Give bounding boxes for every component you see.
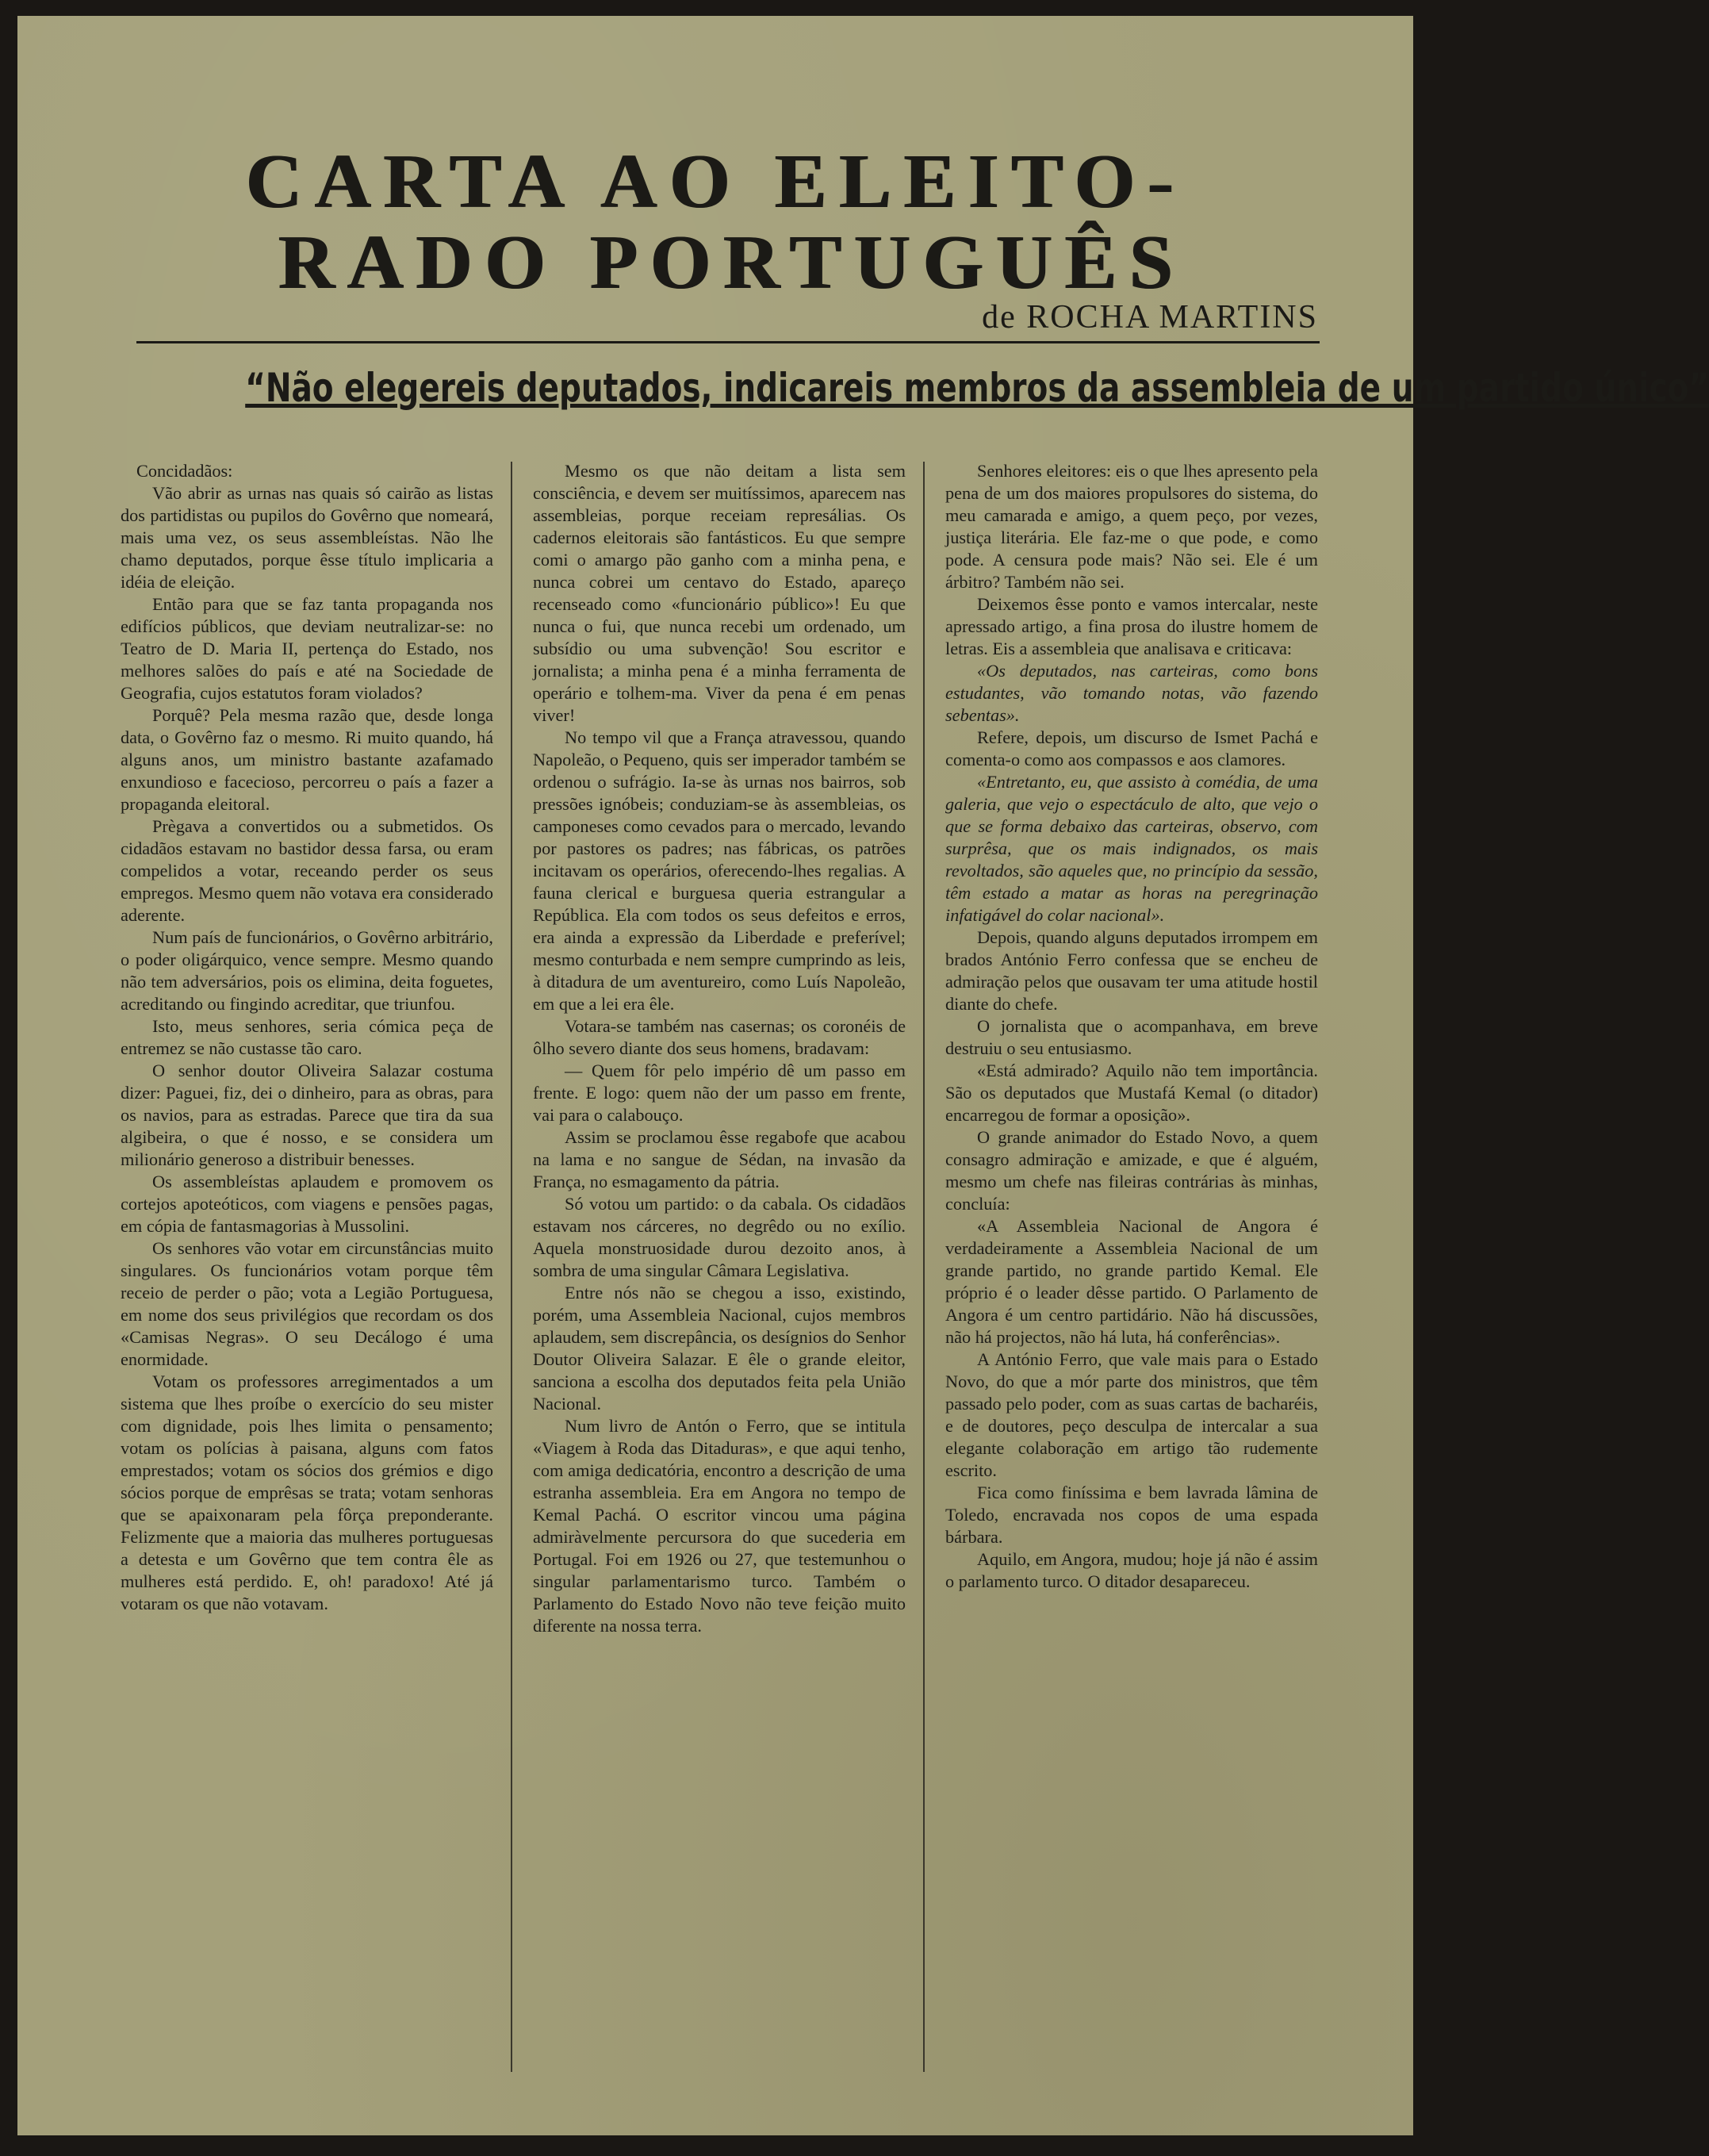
- article-columns: [121, 460, 1334, 2078]
- paragraph: «A Assembleia Nacional de Angora é verdadeiramente a Assembleia Nacional de um grande partido, no grande partido Kemal. Ele próprio é o leader dêsse partido. O Parlamento de Angora é um centro partidário. Não há discussões, não há projectos, não há luta, há conferências».: [945, 1216, 1318, 1347]
- byline-rule: [136, 341, 1320, 343]
- paragraph: «Está admirado? Aquilo não tem importância. São os deputados que Mustafá Kemal (o ditador) encarregou de formar a oposição».: [945, 1061, 1318, 1125]
- paragraph: Fica como finíssima e bem lavrada lâmina de Toledo, encravada nos copos de uma espada bárbara.: [945, 1483, 1318, 1547]
- paragraph: No tempo vil que a França atravessou, quando Napoleão, o Pequeno, quis ser imperador também se ordenou o sufrágio. Ia-se às urnas nos bairros, sob pressões ignóbeis; conduziam-se às assembleias, os camponeses como cevados para o mercado, levando por pastores os padres; nas fábricas, os patrões incitavam os operários, oferecendo-lhes regalias. A fauna clerical e burguesa queria estrangular a República. Ela com todos os seus defeitos e erros, era ainda a expressão da Liberdade e preferível; mesmo conturbada e nem sempre cumprindo as leis, à ditadura de um aventureiro, como Luís Napoleão, em que a lei era êle.: [533, 727, 906, 1014]
- paragraph: Votam os professores arregimentados a um sistema que lhes proíbe o exercício do seu mister com dignidade, pois lhes limita o pensamento; votam os polícias à paisana, alguns com fatos emprestados; votam os sócios dos grémios e digo sócios porque de emprêsas se trata; votam senhoras que se apaixonaram pela fôrça preponderante. Felizmente que a maioria das mulheres portuguesas a detesta e um Govêrno que tem contra êle as mulheres está perdido. E, oh! paradoxo! Até já votaram os que não votavam.: [121, 1371, 493, 1613]
- paragraph: Vão abrir as urnas nas quais só cairão as listas dos partidistas ou pupilos do Govêrno que nomeará, mais uma vez, os seus assembleístas. Não lhe chamo deputados, porque êsse título implicaria a idéia de eleição.: [121, 483, 493, 592]
- paragraph: Votara-se também nas casernas; os coronéis de ôlho severo diante dos seus homens, bradavam:: [533, 1016, 906, 1058]
- paragraph: A António Ferro, que vale mais para o Estado Novo, do que a mór parte dos ministros, que têm passado pelo poder, com as suas cartas de bacharéis, e de doutores, peço desculpa de intercalar a sua elegante colaboração em artigo tão rudemente escrito.: [945, 1349, 1318, 1480]
- headline-line-2: RADO PORTUGUÊS: [278, 220, 1185, 305]
- paragraph: Porquê? Pela mesma razão que, desde longa data, o Govêrno faz o mesmo. Ri muito quando, há alguns anos, um ministro bastante azafamado enxundioso e facecioso, percorreu o país a fazer a propaganda eleitoral.: [121, 705, 493, 814]
- paragraph: Deixemos êsse ponto e vamos intercalar, neste apressado artigo, a fina prosa do ilustre homem de letras. Eis a assembleia que analisava e criticava:: [945, 594, 1318, 658]
- article-column-2: [533, 460, 906, 2078]
- article-column-1: [121, 460, 493, 2078]
- paragraph: Num país de funcionários, o Govêrno arbitrário, o poder oligárquico, vence sempre. Mesmo quando não tem adversários, pois os elimina, deita foguetes, acreditando ou fingindo acreditar, que triunfou.: [121, 927, 493, 1014]
- paragraph: Então para que se faz tanta propaganda nos edifícios públicos, que deviam neutralizar-se: no Teatro de D. Maria II, pertença do Estado, nos melhores salões do país e até na Sociedade de Geografia, cujos estatutos foram violados?: [121, 594, 493, 703]
- paragraph: Concidadãos:: [136, 461, 233, 481]
- article-column-3: [945, 460, 1318, 2078]
- headline-line-1: CARTA AO ELEITO-: [245, 139, 1186, 224]
- paragraph: Refere, depois, um discurso de Ismet Pachá e comenta-o como aos compassos e aos clamores.: [945, 727, 1318, 769]
- paragraph: Senhores eleitores: eis o que lhes apresento pela pena de um dos maiores propulsores do sistema, do meu camarada e amigo, a quem peço, por vezes, justiça literária. Ele faz-me o que pode, e como pode. A censura pode mais? Não sei. Ele é um árbitro? Também não sei.: [945, 461, 1318, 592]
- paragraph: — Quem fôr pelo império dê um passo em frente. E logo: quem não der um passo em frente, vai para o calabouço.: [533, 1061, 906, 1125]
- paragraph: Só votou um partido: o da cabala. Os cidadãos estavam nos cárceres, no degrêdo ou no exílio. Aquela monstruosidade durou dezoito anos, à sombra de uma singular Câmara Legislativa.: [533, 1194, 906, 1280]
- subheadline: “Não elegereis deputados, indicareis membros da assembleia de um partido único”: [245, 365, 1709, 411]
- paragraph: Isto, meus senhores, seria cómica peça de entremez se não custasse tão caro.: [121, 1016, 493, 1058]
- paragraph: Assim se proclamou êsse regabofe que acabou na lama e no sangue de Sédan, na invasão da França, no esmagamento da pátria.: [533, 1127, 906, 1191]
- quote-paragraph: «Entretanto, eu, que assisto à comédia, de uma galeria, que vejo o espectáculo de alto, que vejo o que se forma debaixo das carteiras, observo, com surprêsa, que os mais indignados, os mais revoltados, são aqueles que, no princípio da sessão, têm estado a matar as horas na peregrinação infatigável do colar nacional».: [945, 772, 1318, 925]
- paragraph: Depois, quando alguns deputados irrompem em brados António Ferro confessa que se encheu de admiração pelos que ousavam ter uma atitude hostil diante do chefe.: [945, 927, 1318, 1014]
- paragraph: Entre nós não se chegou a isso, existindo, porém, uma Assembleia Nacional, cujos membros aplaudem, sem discrepância, os desígnios do Senhor Doutor Oliveira Salazar. E êle o grande eleitor, sanciona a escolha dos deputados feita pela União Nacional.: [533, 1283, 906, 1414]
- paragraph: O jornalista que o acompanhava, em breve destruiu o seu entusiasmo.: [945, 1016, 1318, 1058]
- column-divider: [923, 462, 925, 2072]
- column-divider: [511, 462, 512, 2072]
- paragraph: Aquilo, em Angora, mudou; hoje já não é assim o parlamento turco. O ditador desapareceu.: [945, 1549, 1318, 1591]
- paragraph: Prègava a convertidos ou a submetidos. Os cidadãos estavam no bastidor dessa farsa, ou eram compelidos a votar, receando perder os seus empregos. Mesmo quem não votava era considerado aderente.: [121, 816, 493, 925]
- paragraph: O grande animador do Estado Novo, a quem consagro admiração e amizade, e que é alguém, mesmo um chefe nas fileiras contrárias às minhas, concluía:: [945, 1127, 1318, 1214]
- newspaper-page: [17, 16, 1709, 2135]
- paragraph: Num livro de Antón o Ferro, que se intitula «Viagem à Roda das Ditaduras», e que aqui tenho, com amiga dedicatória, encontro a descrição de uma estranha assembleia. Era em Angora no tempo de Kemal Pachá. O escritor vincou uma página admiràvelmente percursora do que sucederia em Portugal. Foi em 1926 ou 27, que testemunhou o singular parlamentarismo turco. Também o Parlamento do Estado Novo não teve feição muito diferente na nossa terra.: [533, 1416, 906, 1636]
- byline: de ROCHA MARTINS: [982, 299, 1318, 336]
- paragraph: Os assembleístas aplaudem e promovem os cortejos apoteóticos, com viagens e pensões pagas, em cópia de fantasmagorias à Mussolini.: [121, 1172, 493, 1236]
- paragraph: O senhor doutor Oliveira Salazar costuma dizer: Paguei, fiz, dei o dinheiro, para as obras, para os navios, para as estradas. Parece que tira da sua algibeira, o que é nosso, e se considera um milionário generoso a distribuir benesses.: [121, 1061, 493, 1169]
- quote-paragraph: «Os deputados, nas carteiras, como bons estudantes, vão tomando notas, vão fazendo sebentas».: [945, 661, 1318, 725]
- paragraph: Mesmo os que não deitam a lista sem consciência, e devem ser muitíssimos, aparecem nas assembleias, porque receiam represálias. Os cadernos eleitorais são fantásticos. Eu que sempre comi o amargo pão ganho com a minha pena, e nunca cobrei um centavo do Estado, apareço recenseado como «funcionário público»! Eu que nunca o fui, que nunca recebi um ordenado, um subsídio ou uma subvenção! Sou escritor e jornalista; a minha pena é a minha ferramenta de operário e tolhem-ma. Viver da pena é em penas viver!: [533, 461, 906, 725]
- paragraph: Os senhores vão votar em circunstâncias muito singulares. Os funcionários votam porque têm receio de perder o pão; vota a Legião Portuguesa, em nome dos seus privilégios que recordam os dos «Camisas Negras». O seu Decálogo é uma enormidade.: [121, 1238, 493, 1369]
